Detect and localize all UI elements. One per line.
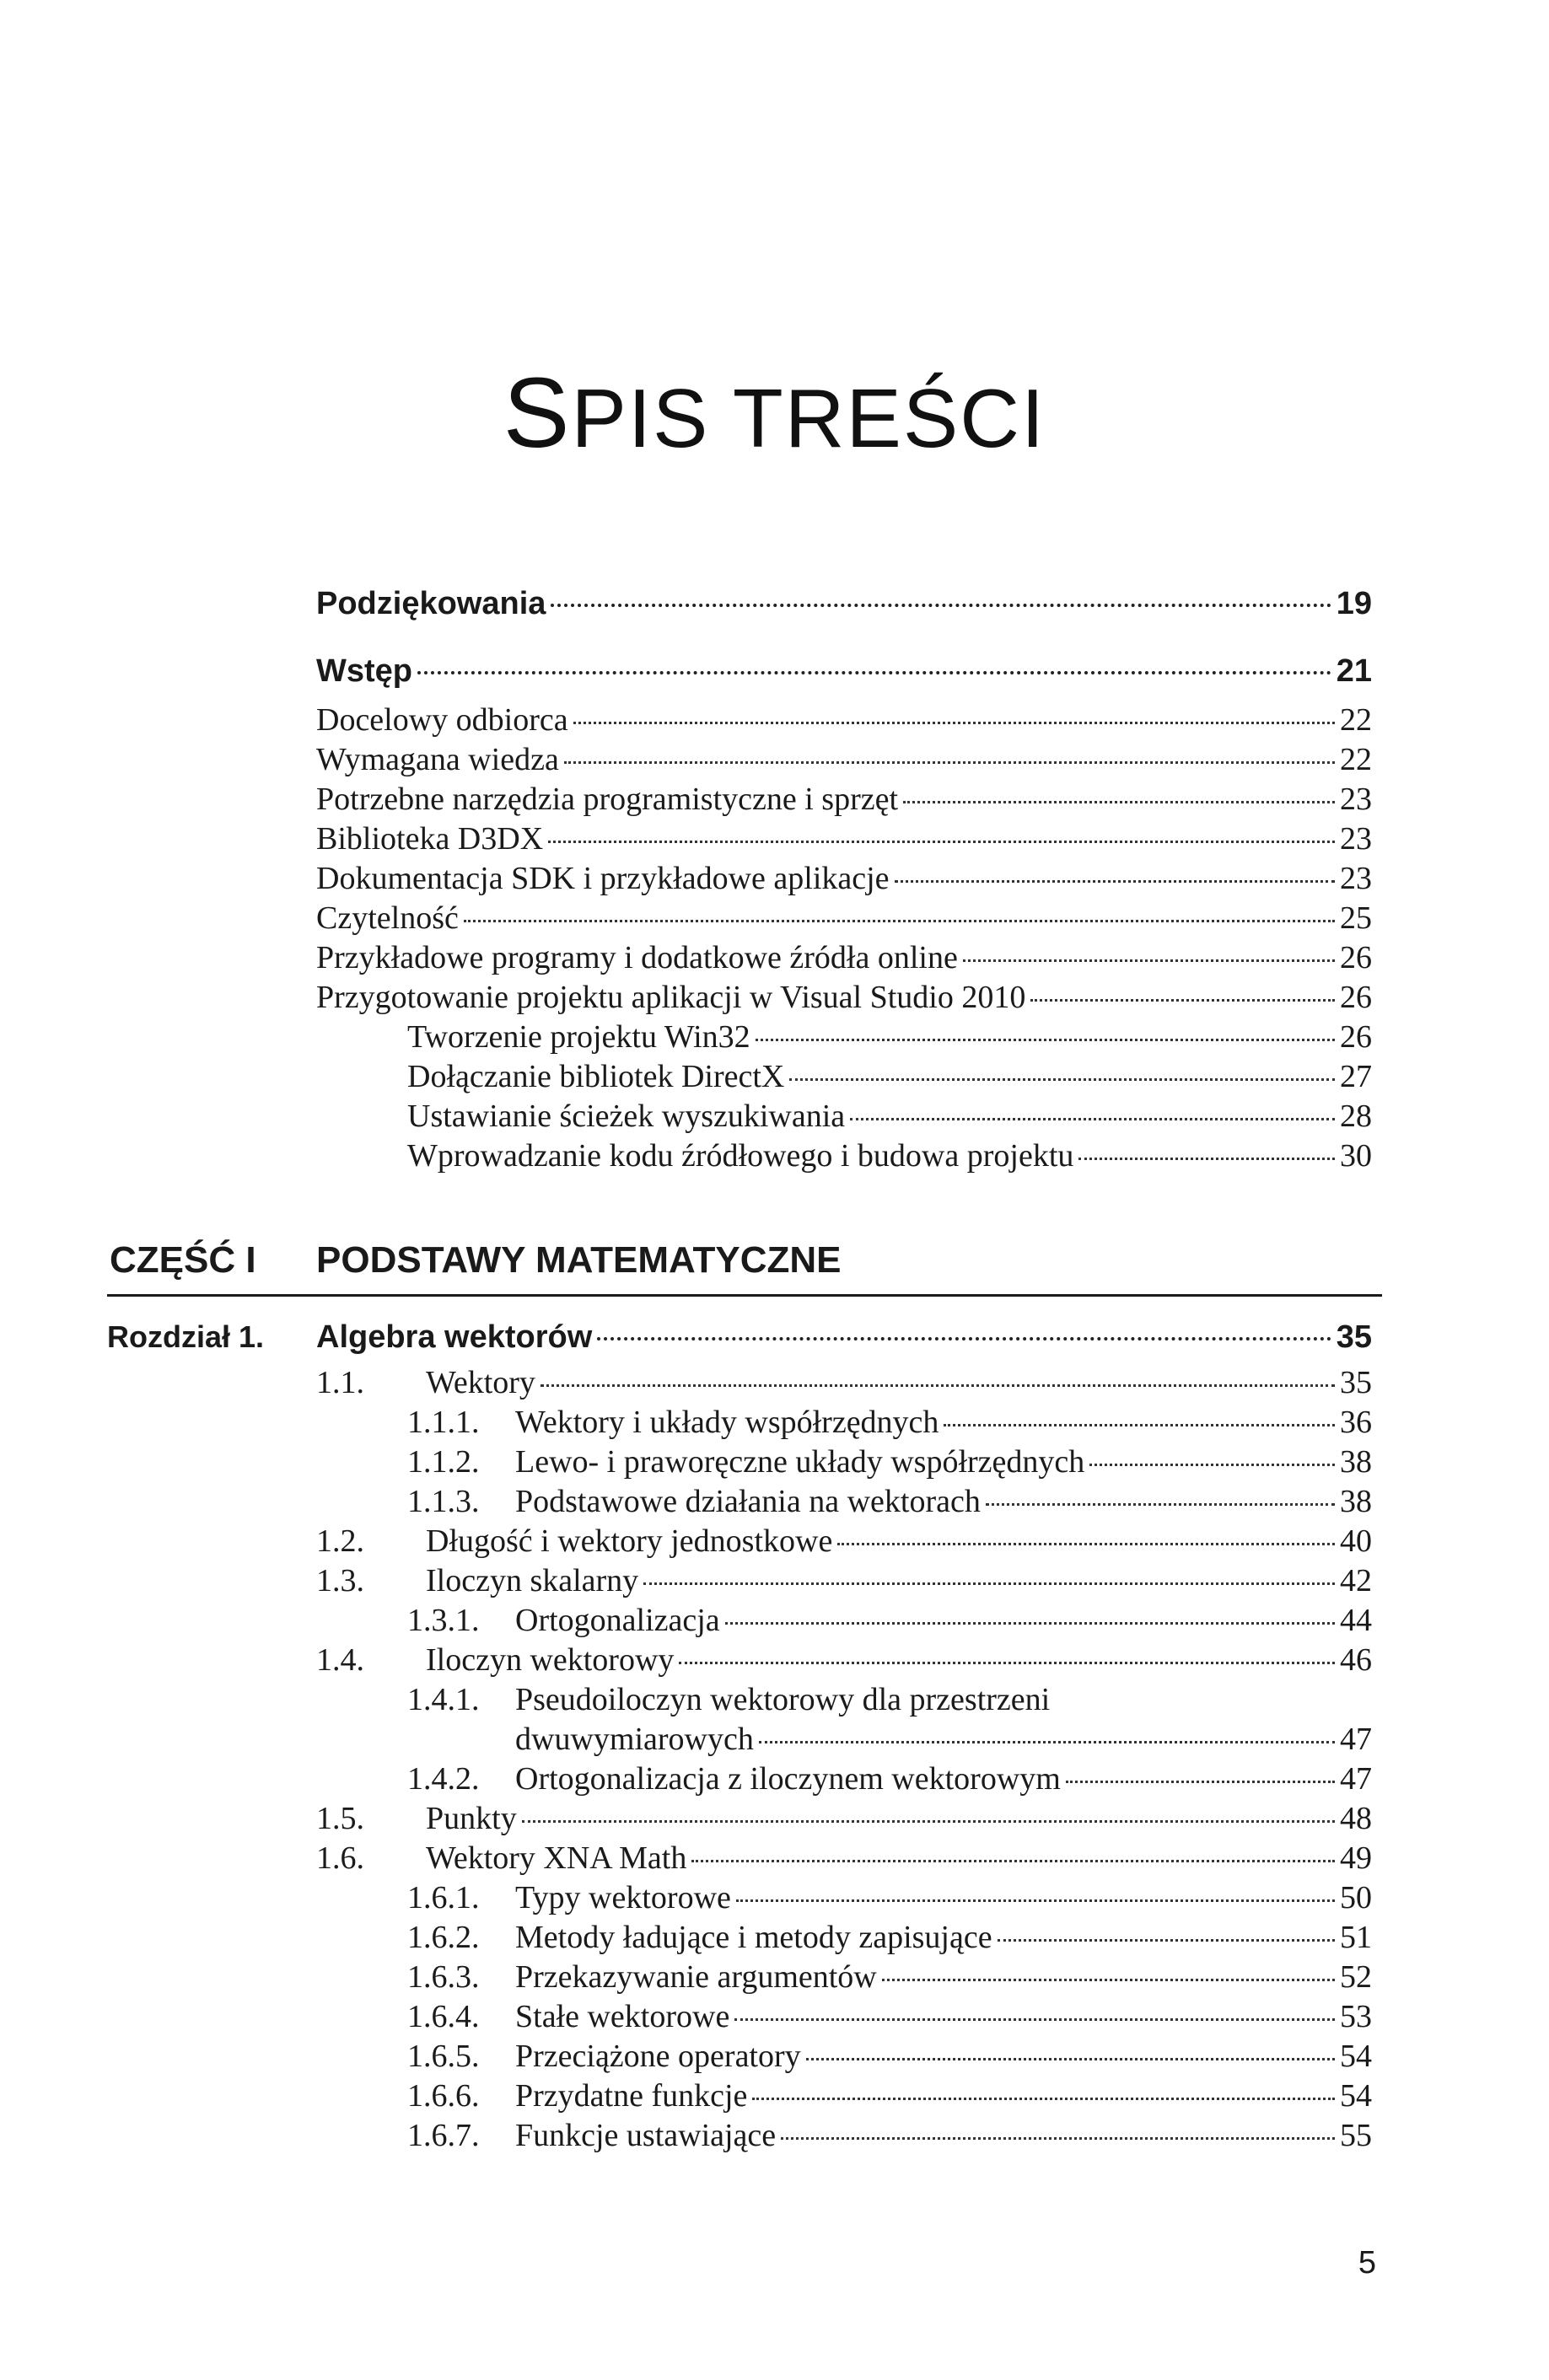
dot-leader: [1066, 1781, 1335, 1783]
dot-leader: [1030, 999, 1335, 1002]
toc-entry-title: Wprowadzanie kodu źródłowego i budowa projektu: [407, 1138, 1074, 1174]
toc-entry-title: Czytelność: [316, 900, 459, 936]
toc-entry-title: Wektory i układy współrzędnych: [515, 1405, 939, 1440]
toc-subentry[interactable]: [407, 1096, 1372, 1136]
dot-leader: [850, 1118, 1335, 1120]
toc-subsection[interactable]: [407, 1996, 1372, 2037]
toc-entry-title: Pseudoiloczyn wektorowy dla przestrzeni: [515, 1682, 1051, 1717]
section-number: 1.6.3.: [407, 1959, 480, 1995]
toc-subentry[interactable]: [407, 1017, 1372, 1057]
dot-leader: [806, 2058, 1335, 2060]
toc-entry[interactable]: [316, 700, 1372, 740]
part-title: PODSTAWY MATEMATYCZNE: [316, 1239, 842, 1281]
toc-entry-title: Biblioteka D3DX: [316, 821, 544, 857]
toc-entry-title: Tworzenie projektu Win32: [407, 1019, 750, 1055]
toc-subsection[interactable]: [407, 2036, 1372, 2076]
toc-section[interactable]: [316, 1521, 1372, 1561]
toc-subsection[interactable]: [407, 1759, 1372, 1799]
toc-entry[interactable]: [316, 858, 1372, 899]
toc-entry-title: Typy wektorowe: [515, 1880, 731, 1915]
toc-entry-page: 52: [1340, 1959, 1372, 1995]
toc-entry-title: Wymagana wiedza: [316, 742, 559, 777]
dot-leader: [986, 1503, 1335, 1506]
chapter-label: Rozdział 1.: [107, 1319, 265, 1354]
page-title: [0, 357, 1549, 469]
toc-entry-page: 54: [1340, 2039, 1372, 2074]
toc-subsection[interactable]: [407, 2076, 1372, 2116]
toc-entry-title: Przygotowanie projektu aplikacji w Visual Studio 2010: [316, 980, 1026, 1015]
toc-entry[interactable]: [316, 819, 1372, 859]
toc-entry-title: Iloczyn skalarny: [426, 1563, 639, 1598]
toc-entry-title: Ortogonalizacja: [515, 1603, 720, 1638]
toc-entry[interactable]: [316, 898, 1372, 938]
toc-entry-page: 55: [1340, 2118, 1372, 2153]
dot-leader: [679, 1662, 1335, 1664]
toc-entry-title: Algebra wektorów: [316, 1319, 593, 1355]
dot-leader: [944, 1424, 1335, 1426]
toc-entry[interactable]: [316, 739, 1372, 780]
part-label: CZĘŚĆ I: [110, 1239, 256, 1281]
dot-leader: [464, 920, 1335, 922]
toc-entry-title: Punkty: [426, 1801, 517, 1836]
toc-entry-page: 23: [1340, 861, 1372, 896]
toc-entry-page: 26: [1340, 1019, 1372, 1055]
toc-entry-page: 38: [1340, 1484, 1372, 1519]
dot-leader: [998, 1939, 1335, 1942]
toc-entry-title: Ustawianie ścieżek wyszukiwania: [407, 1099, 846, 1134]
dot-leader: [548, 841, 1335, 843]
toc-entry-page: 22: [1340, 742, 1372, 777]
toc-entry-page: 46: [1340, 1642, 1372, 1678]
toc-entry-title: Przekazywanie argumentów: [515, 1959, 877, 1995]
dot-leader: [643, 1582, 1335, 1585]
toc-entry-title: Dokumentacja SDK i przykładowe aplikacje: [316, 861, 890, 896]
toc-subentry[interactable]: [407, 1056, 1372, 1097]
toc-entry-title: Funkcje ustawiające: [515, 2118, 777, 2153]
toc-subsection[interactable]: [407, 1878, 1372, 1918]
toc-subsection[interactable]: [407, 1402, 1372, 1443]
toc-subsection[interactable]: [407, 1442, 1372, 1482]
section-number: 1.2.: [316, 1523, 364, 1559]
toc-entry-title: Podziękowania: [316, 586, 546, 621]
dot-leader: [725, 1622, 1335, 1625]
dot-leader: [734, 2018, 1335, 2021]
dot-leader: [963, 959, 1335, 962]
section-number: 1.1.2.: [407, 1444, 480, 1480]
toc-section[interactable]: [316, 1798, 1372, 1839]
toc-entry-page: 36: [1340, 1405, 1372, 1440]
dot-leader: [781, 2137, 1335, 2140]
toc-entry[interactable]: [316, 779, 1372, 819]
section-number: 1.3.1.: [407, 1603, 480, 1638]
toc-subsection[interactable]: [407, 2115, 1372, 2156]
part-divider: [107, 1294, 1382, 1297]
toc-entry-title: Długość i wektory jednostkowe: [426, 1523, 833, 1559]
toc-entry-page: 50: [1340, 1880, 1372, 1915]
toc-entry-title-continued: dwuwymiarowych: [515, 1722, 754, 1757]
page-number: 5: [1358, 2245, 1376, 2281]
section-number: 1.3.: [316, 1563, 364, 1598]
section-number: 1.6.5.: [407, 2039, 480, 2074]
toc-subsection[interactable]: [407, 1957, 1372, 1997]
toc-subsection-line1[interactable]: [407, 1679, 1372, 1720]
section-number: 1.6.7.: [407, 2118, 480, 2153]
toc-entry[interactable]: [316, 937, 1372, 978]
toc-entry-title: Wektory XNA Math: [426, 1840, 687, 1876]
toc-entry-title: Przykładowe programy i dodatkowe źródła online: [316, 940, 958, 975]
toc-entry-page: 47: [1340, 1761, 1372, 1797]
dot-leader: [895, 880, 1335, 883]
toc-subsection[interactable]: [407, 1600, 1372, 1641]
toc-entry-page: 40: [1340, 1523, 1372, 1559]
toc-entry-page: 23: [1340, 821, 1372, 857]
toc-entry-page: 25: [1340, 900, 1372, 936]
toc-entry-page: 53: [1340, 1999, 1372, 2034]
dot-leader: [882, 1979, 1335, 1981]
section-number: 1.4.2.: [407, 1761, 480, 1797]
toc-entry-page: 26: [1340, 940, 1372, 975]
toc-entry-page: 26: [1340, 980, 1372, 1015]
dot-leader: [573, 722, 1335, 724]
toc-entry-page: 44: [1340, 1603, 1372, 1638]
section-number: 1.1.: [316, 1365, 364, 1400]
dot-leader: [752, 2098, 1335, 2100]
dot-leader: [736, 1899, 1335, 1902]
toc-section[interactable]: [316, 1561, 1372, 1601]
section-number: 1.6.2.: [407, 1920, 480, 1955]
toc-entry-title: Przeciążone operatory: [515, 2039, 801, 2074]
toc-entry-page: 42: [1340, 1563, 1372, 1598]
section-number: 1.6.1.: [407, 1880, 480, 1915]
toc-entry-page: 38: [1340, 1444, 1372, 1480]
dot-leader: [1078, 1158, 1335, 1160]
toc-entry-page: 21: [1336, 653, 1372, 689]
toc-entry-title: Stałe wektorowe: [515, 1999, 730, 2034]
dot-leader: [597, 1337, 1331, 1340]
dot-leader: [837, 1543, 1335, 1545]
toc-entry-page: 23: [1340, 782, 1372, 817]
toc-entry-page: 35: [1340, 1365, 1372, 1400]
toc-subsection[interactable]: [407, 1917, 1372, 1958]
toc-entry-page: 22: [1340, 702, 1372, 738]
toc-entry-title: Podstawowe działania na wektorach: [515, 1484, 981, 1519]
dot-leader: [564, 761, 1335, 764]
dot-leader: [541, 1384, 1335, 1387]
toc-entry-page: 35: [1336, 1319, 1372, 1355]
toc-entry-page: 51: [1340, 1920, 1372, 1955]
toc-entry-page: 49: [1340, 1840, 1372, 1876]
section-number: 1.6.4.: [407, 1999, 480, 2034]
toc-entry-title: Metody ładujące i metody zapisujące: [515, 1920, 992, 1955]
toc-entry-page: 54: [1340, 2078, 1372, 2114]
toc-entry-title: Ortogonalizacja z iloczynem wektorowym: [515, 1761, 1061, 1797]
toc-section[interactable]: [316, 1640, 1372, 1680]
dot-leader: [417, 671, 1331, 674]
dot-leader: [789, 1078, 1335, 1081]
toc-entry-title: Dołączanie bibliotek DirectX: [407, 1059, 785, 1094]
toc-entry-title: Potrzebne narzędzia programistyczne i sprzęt: [316, 782, 899, 817]
section-number: 1.4.1.: [407, 1682, 480, 1717]
toc-entry-page: 30: [1340, 1138, 1372, 1174]
toc-entry-title: Docelowy odbiorca: [316, 702, 568, 738]
dot-leader: [903, 801, 1335, 803]
section-number: 1.4.: [316, 1642, 364, 1678]
title-rest: PIS TREŚCI: [571, 372, 1046, 465]
section-number: 1.6.6.: [407, 2078, 480, 2114]
section-number: 1.5.: [316, 1801, 364, 1836]
toc-entry-title: Przydatne funkcje: [515, 2078, 748, 2114]
toc-subsection-line2[interactable]: [515, 1719, 1372, 1759]
toc-entry-title: Lewo- i praworęczne układy współrzędnych: [515, 1444, 1085, 1480]
toc-entry[interactable]: [316, 977, 1372, 1018]
dot-leader: [551, 604, 1331, 607]
section-number: 1.6.: [316, 1840, 364, 1876]
toc-subsection[interactable]: [407, 1481, 1372, 1522]
toc-entry-acknowledgements[interactable]: [316, 583, 1372, 624]
section-number: 1.1.1.: [407, 1405, 480, 1440]
toc-section[interactable]: [316, 1362, 1372, 1403]
dot-leader: [1089, 1464, 1335, 1466]
toc-entry-title: Iloczyn wektorowy: [426, 1642, 675, 1678]
toc-entry-chapter-1[interactable]: [316, 1317, 1372, 1357]
toc-entry-page: 47: [1340, 1722, 1372, 1757]
section-number: 1.1.3.: [407, 1484, 480, 1519]
dot-leader: [756, 1039, 1335, 1041]
toc-entry-title: Wstęp: [316, 653, 412, 689]
toc-entry-title: Wektory: [426, 1365, 535, 1400]
toc-subentry[interactable]: [407, 1136, 1372, 1176]
toc-entry-page: 19: [1336, 586, 1372, 621]
toc-entry-introduction[interactable]: [316, 651, 1372, 691]
toc-entry-page: 28: [1340, 1099, 1372, 1134]
toc-section[interactable]: [316, 1838, 1372, 1878]
dot-leader: [691, 1860, 1335, 1862]
toc-entry-page: 48: [1340, 1801, 1372, 1836]
toc-entry-page: 27: [1340, 1059, 1372, 1094]
title-initial: S: [503, 357, 572, 469]
dot-leader: [522, 1820, 1335, 1823]
dot-leader: [759, 1741, 1335, 1743]
